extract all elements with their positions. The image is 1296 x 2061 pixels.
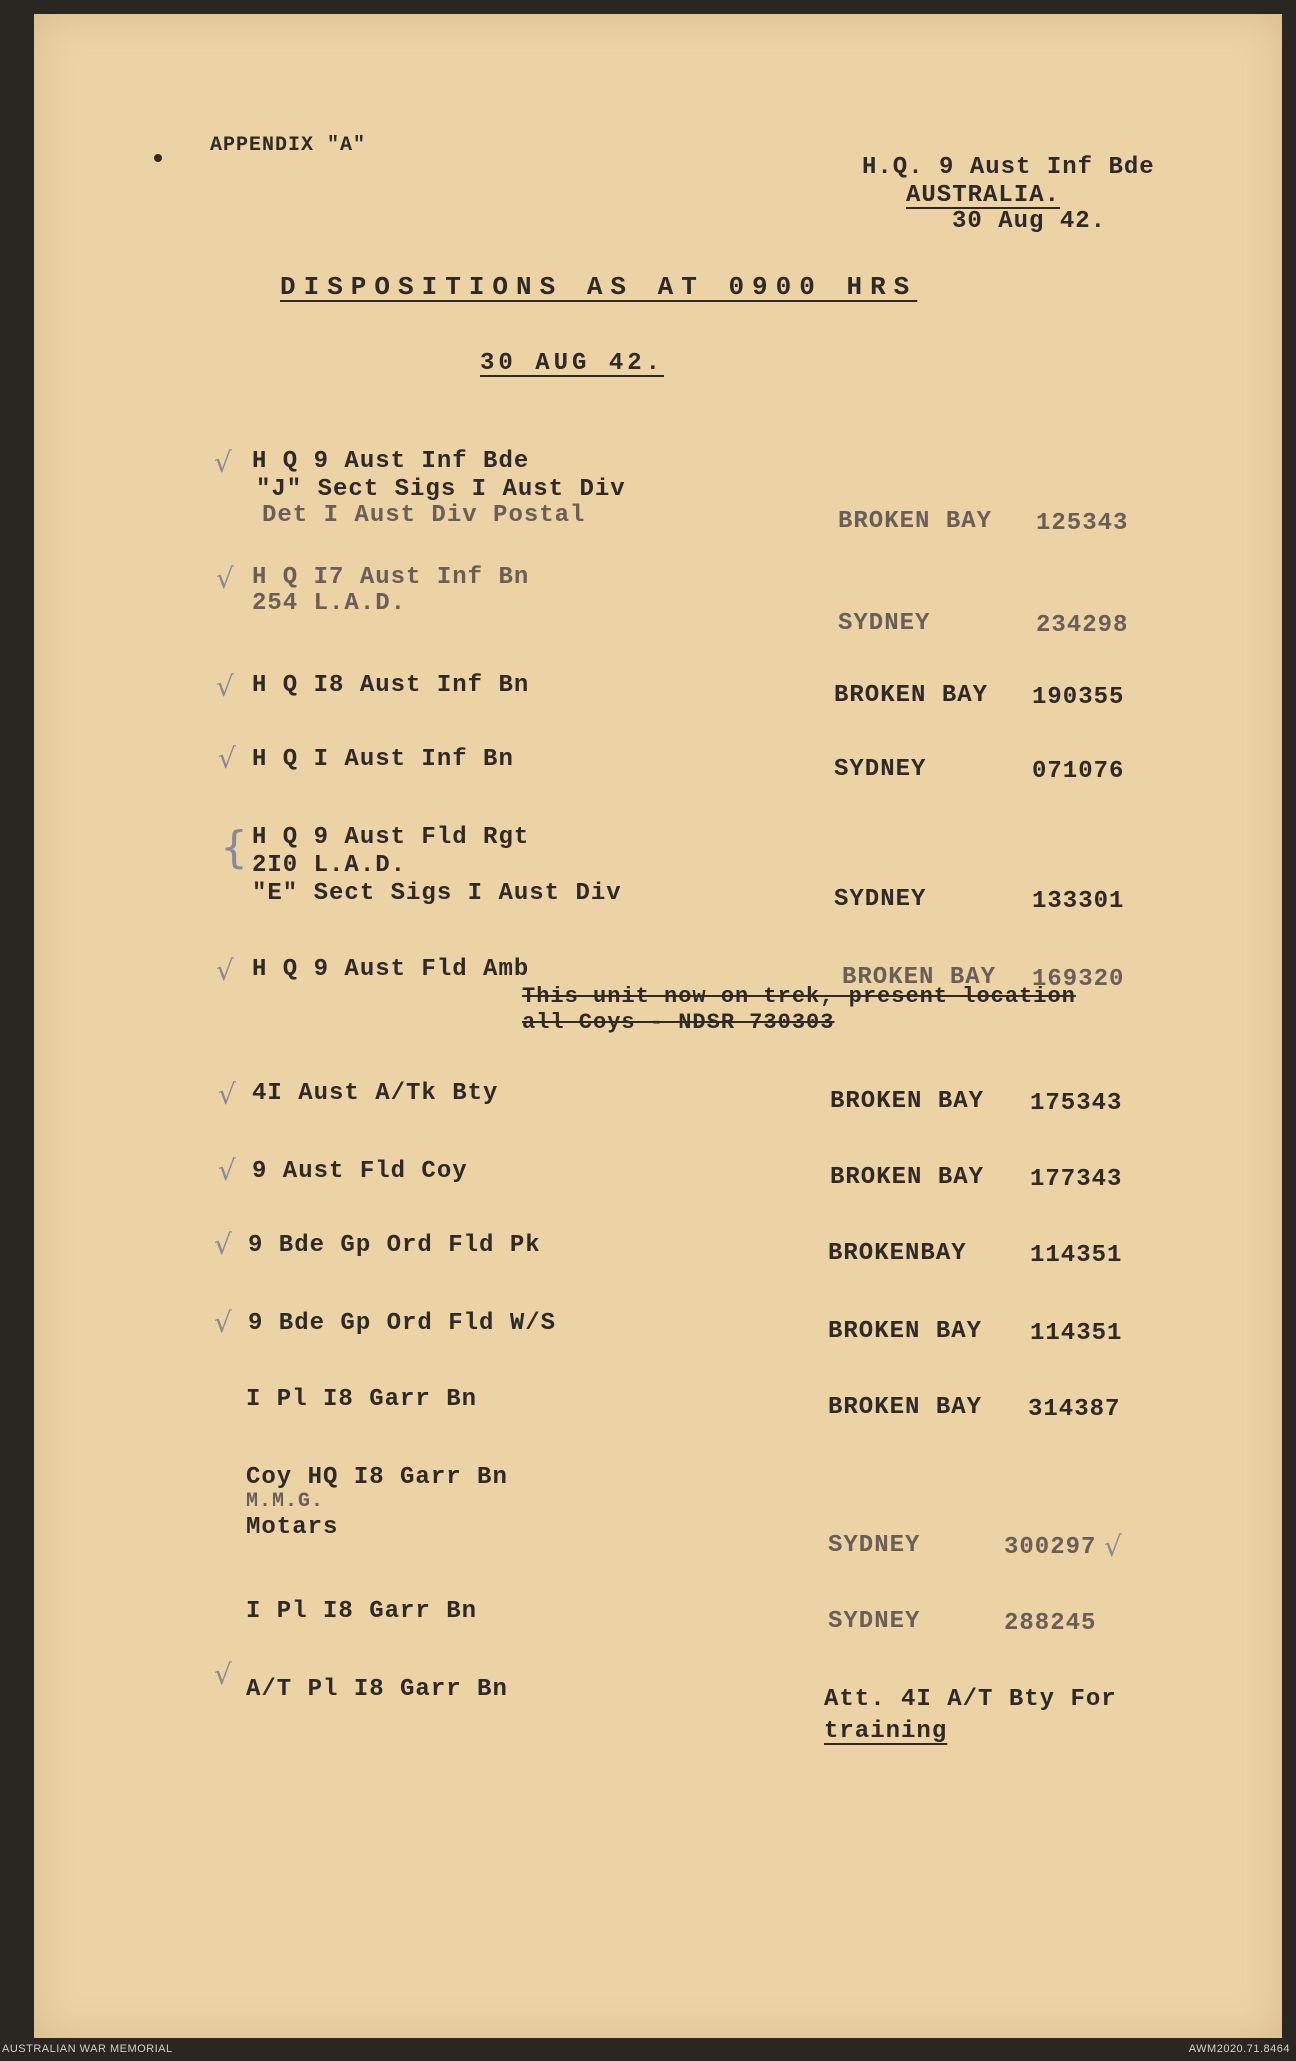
check-mark: √: [218, 1154, 236, 1187]
unit-7-location: BROKEN BAY: [830, 1088, 985, 1115]
check-mark: √: [218, 1078, 236, 1111]
check-mark: √: [214, 446, 232, 479]
appendix-label: APPENDIX "A": [210, 134, 367, 157]
check-mark: √: [216, 954, 234, 987]
unit-1-line-3: Det I Aust Div Postal: [262, 502, 586, 529]
unit-3-location: BROKEN BAY: [834, 682, 989, 709]
document-page: [34, 14, 1282, 2038]
hq-line-2: AUSTRALIA.: [906, 182, 1061, 209]
unit-3-ref: 190355: [1032, 684, 1125, 711]
unit-1-line-2: "J" Sect Sigs I Aust Div: [256, 476, 626, 503]
unit-13-ref: 288245: [1004, 1610, 1097, 1637]
unit-4-line-1: H Q I Aust Inf Bn: [252, 746, 514, 773]
unit-5-line-2: 2I0 L.A.D.: [252, 852, 407, 879]
unit-2-location: SYDNEY: [838, 610, 931, 637]
unit-1-location: BROKEN BAY: [838, 508, 993, 535]
unit-2-line-2: 254 L.A.D.: [252, 590, 407, 617]
unit-6-line-1: H Q 9 Aust Fld Amb: [252, 956, 530, 983]
unit-12-ref: 300297: [1004, 1534, 1097, 1561]
unit-8-ref: 177343: [1030, 1166, 1123, 1193]
unit-2-ref: 234298: [1036, 612, 1129, 639]
unit-5-location: SYDNEY: [834, 886, 927, 913]
footer-left: AUSTRALIAN WAR MEMORIAL: [2, 2043, 173, 2055]
unit-14-note: training: [824, 1718, 948, 1745]
unit-1-ref: 125343: [1036, 510, 1129, 537]
unit-10-location: BROKEN BAY: [828, 1318, 983, 1345]
document-date: 30 AUG 42.: [480, 350, 665, 377]
unit-9-line-1: 9 Bde Gp Ord Fld Pk: [248, 1232, 541, 1259]
unit-11-location: BROKEN BAY: [828, 1394, 983, 1421]
check-mark: √: [216, 562, 234, 595]
hq-line-1: H.Q. 9 Aust Inf Bde: [862, 154, 1155, 181]
unit-5-ref: 133301: [1032, 888, 1125, 915]
amendment-line-1: This unit now on trek, present location: [522, 984, 1076, 1009]
unit-11-ref: 314387: [1028, 1396, 1121, 1423]
unit-3-line-1: H Q I8 Aust Inf Bn: [252, 672, 530, 699]
unit-14-location: Att. 4I A/T Bty For: [824, 1686, 1117, 1713]
unit-14-line-1: A/T Pl I8 Garr Bn: [246, 1676, 508, 1703]
check-mark: √: [214, 1228, 232, 1261]
unit-11-line-1: I Pl I8 Garr Bn: [246, 1386, 478, 1413]
footer-right: AWM2020.71.8464: [1188, 2043, 1290, 2055]
unit-9-ref: 114351: [1030, 1242, 1123, 1269]
unit-5-line-3: "E" Sect Sigs I Aust Div: [252, 880, 622, 907]
unit-7-line-1: 4I Aust A/Tk Bty: [252, 1080, 499, 1107]
check-mark: √: [1104, 1530, 1122, 1563]
unit-8-location: BROKEN BAY: [830, 1164, 985, 1191]
unit-12-line-1: Coy HQ I8 Garr Bn: [246, 1464, 508, 1491]
punch-mark: [154, 154, 162, 162]
unit-13-line-1: I Pl I8 Garr Bn: [246, 1598, 478, 1625]
unit-9-location: BROKENBAY: [828, 1240, 967, 1267]
check-mark: √: [214, 1658, 232, 1691]
check-mark: √: [214, 1306, 232, 1339]
unit-6-location: BROKEN BAY: [842, 964, 997, 991]
unit-12-line-2: M.M.G.: [246, 1490, 325, 1513]
bracket-mark: {: [220, 822, 248, 873]
document-title: DISPOSITIONS AS AT 0900 HRS: [280, 272, 918, 302]
unit-7-ref: 175343: [1030, 1090, 1123, 1117]
check-mark: √: [218, 742, 236, 775]
unit-8-line-1: 9 Aust Fld Coy: [252, 1158, 468, 1185]
unit-13-location: SYDNEY: [828, 1608, 921, 1635]
hq-line-3: 30 Aug 42.: [952, 208, 1107, 235]
unit-10-ref: 114351: [1030, 1320, 1123, 1347]
unit-10-line-1: 9 Bde Gp Ord Fld W/S: [248, 1310, 557, 1337]
unit-2-line-1: H Q I7 Aust Inf Bn: [252, 564, 530, 591]
check-mark: √: [216, 670, 234, 703]
unit-4-ref: 071076: [1032, 758, 1125, 785]
amendment-line-2: all Coys - NDSR 730303: [522, 1010, 835, 1035]
unit-12-location: SYDNEY: [828, 1532, 921, 1559]
unit-5-line-1: H Q 9 Aust Fld Rgt: [252, 824, 530, 851]
unit-4-location: SYDNEY: [834, 756, 927, 783]
unit-12-line-3: Motars: [246, 1514, 339, 1541]
unit-1-line-1: H Q 9 Aust Inf Bde: [252, 448, 530, 475]
unit-6-ref: 169320: [1032, 966, 1125, 993]
